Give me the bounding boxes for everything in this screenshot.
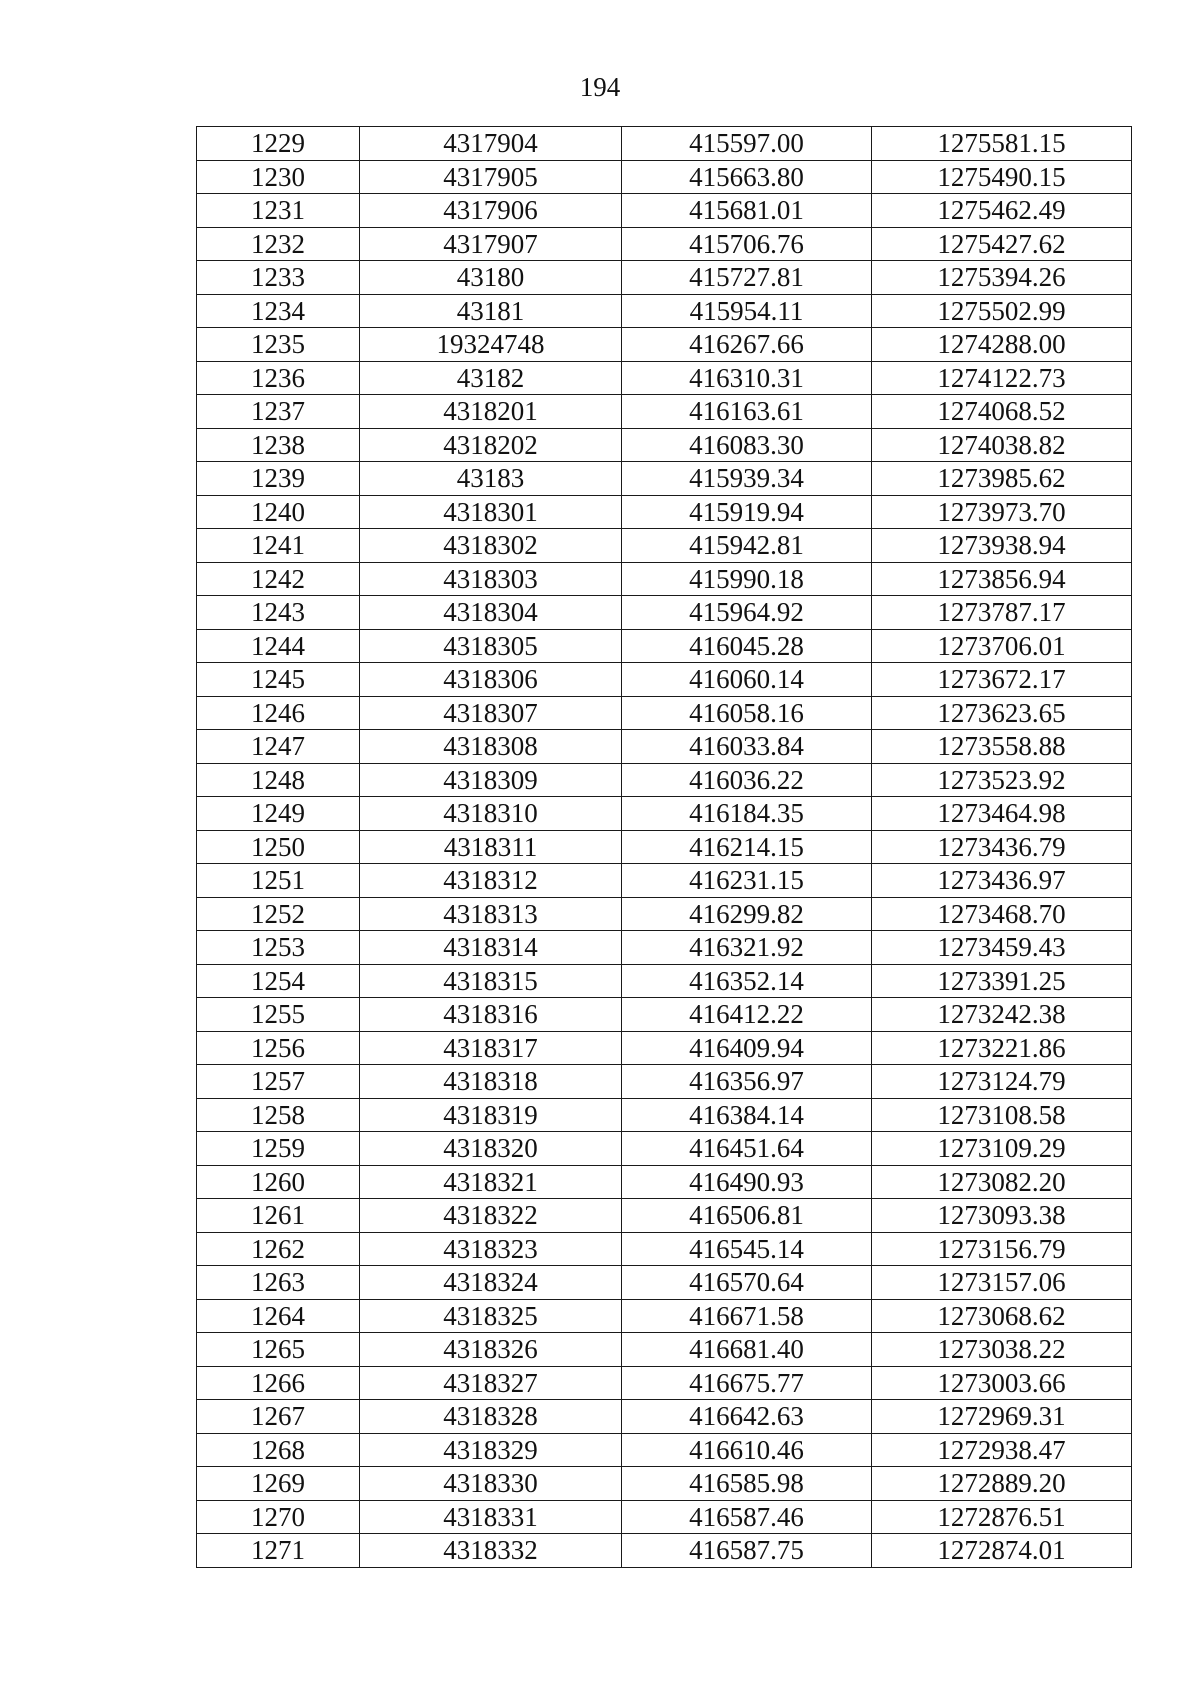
point-id-cell: 4318309	[360, 763, 622, 797]
x-coordinate-cell: 415727.81	[622, 261, 872, 295]
table-row	[197, 730, 1132, 764]
table-row	[197, 1031, 1132, 1065]
x-coordinate-cell: 415954.11	[622, 294, 872, 328]
y-coordinate-cell: 1272969.31	[872, 1400, 1132, 1434]
y-coordinate-cell: 1273985.62	[872, 462, 1132, 496]
point-number-cell: 1257	[197, 1065, 360, 1099]
y-coordinate-cell: 1273124.79	[872, 1065, 1132, 1099]
point-number-cell: 1247	[197, 730, 360, 764]
y-coordinate-cell: 1273436.97	[872, 864, 1132, 898]
table-row	[197, 830, 1132, 864]
y-coordinate-cell: 1273082.20	[872, 1165, 1132, 1199]
x-coordinate-cell: 416310.31	[622, 361, 872, 395]
table-row	[197, 562, 1132, 596]
point-number-cell: 1266	[197, 1366, 360, 1400]
table-row	[197, 763, 1132, 797]
y-coordinate-cell: 1273938.94	[872, 529, 1132, 563]
point-id-cell: 4318311	[360, 830, 622, 864]
x-coordinate-cell: 416033.84	[622, 730, 872, 764]
table-row	[197, 361, 1132, 395]
coordinates-table-body	[197, 127, 1132, 1568]
table-row	[197, 1400, 1132, 1434]
table-row	[197, 696, 1132, 730]
table-row	[197, 428, 1132, 462]
point-id-cell: 4318325	[360, 1299, 622, 1333]
y-coordinate-cell: 1273436.79	[872, 830, 1132, 864]
point-id-cell: 4318330	[360, 1467, 622, 1501]
x-coordinate-cell: 416321.92	[622, 931, 872, 965]
table-row	[197, 864, 1132, 898]
x-coordinate-cell: 416267.66	[622, 328, 872, 362]
y-coordinate-cell: 1273672.17	[872, 663, 1132, 697]
point-number-cell: 1253	[197, 931, 360, 965]
point-number-cell: 1244	[197, 629, 360, 663]
y-coordinate-cell: 1273787.17	[872, 596, 1132, 630]
y-coordinate-cell: 1273464.98	[872, 797, 1132, 831]
y-coordinate-cell: 1273109.29	[872, 1132, 1132, 1166]
table-row	[197, 1232, 1132, 1266]
point-number-cell: 1258	[197, 1098, 360, 1132]
y-coordinate-cell: 1274122.73	[872, 361, 1132, 395]
point-id-cell: 4317905	[360, 160, 622, 194]
point-number-cell: 1237	[197, 395, 360, 429]
x-coordinate-cell: 416681.40	[622, 1333, 872, 1367]
point-id-cell: 4318318	[360, 1065, 622, 1099]
point-number-cell: 1240	[197, 495, 360, 529]
point-id-cell: 4318328	[360, 1400, 622, 1434]
x-coordinate-cell: 416299.82	[622, 897, 872, 931]
x-coordinate-cell: 416058.16	[622, 696, 872, 730]
table-row	[197, 395, 1132, 429]
table-row	[197, 1266, 1132, 1300]
y-coordinate-cell: 1273856.94	[872, 562, 1132, 596]
point-number-cell: 1235	[197, 328, 360, 362]
point-id-cell: 4318321	[360, 1165, 622, 1199]
y-coordinate-cell: 1273108.58	[872, 1098, 1132, 1132]
point-id-cell: 4318306	[360, 663, 622, 697]
point-number-cell: 1270	[197, 1500, 360, 1534]
x-coordinate-cell: 416356.97	[622, 1065, 872, 1099]
x-coordinate-cell: 416587.46	[622, 1500, 872, 1534]
point-number-cell: 1265	[197, 1333, 360, 1367]
point-number-cell: 1230	[197, 160, 360, 194]
point-number-cell: 1243	[197, 596, 360, 630]
table-row	[197, 495, 1132, 529]
coordinates-table	[196, 126, 1132, 1568]
point-id-cell: 4318323	[360, 1232, 622, 1266]
point-id-cell: 4318316	[360, 998, 622, 1032]
point-id-cell: 4318324	[360, 1266, 622, 1300]
table-row	[197, 596, 1132, 630]
x-coordinate-cell: 416352.14	[622, 964, 872, 998]
x-coordinate-cell: 416642.63	[622, 1400, 872, 1434]
y-coordinate-cell: 1273706.01	[872, 629, 1132, 663]
table-row	[197, 1098, 1132, 1132]
table-row	[197, 1299, 1132, 1333]
table-row	[197, 663, 1132, 697]
y-coordinate-cell: 1274288.00	[872, 328, 1132, 362]
point-number-cell: 1261	[197, 1199, 360, 1233]
point-number-cell: 1263	[197, 1266, 360, 1300]
x-coordinate-cell: 416214.15	[622, 830, 872, 864]
point-id-cell: 4318322	[360, 1199, 622, 1233]
table-row	[197, 529, 1132, 563]
x-coordinate-cell: 416184.35	[622, 797, 872, 831]
point-number-cell: 1267	[197, 1400, 360, 1434]
point-number-cell: 1232	[197, 227, 360, 261]
table-row	[197, 964, 1132, 998]
x-coordinate-cell: 415663.80	[622, 160, 872, 194]
x-coordinate-cell: 416231.15	[622, 864, 872, 898]
x-coordinate-cell: 415990.18	[622, 562, 872, 596]
x-coordinate-cell: 416585.98	[622, 1467, 872, 1501]
point-number-cell: 1248	[197, 763, 360, 797]
x-coordinate-cell: 416671.58	[622, 1299, 872, 1333]
point-id-cell: 4318305	[360, 629, 622, 663]
point-id-cell: 4318313	[360, 897, 622, 931]
point-number-cell: 1236	[197, 361, 360, 395]
x-coordinate-cell: 416083.30	[622, 428, 872, 462]
y-coordinate-cell: 1273156.79	[872, 1232, 1132, 1266]
x-coordinate-cell: 416570.64	[622, 1266, 872, 1300]
point-number-cell: 1255	[197, 998, 360, 1032]
y-coordinate-cell: 1275502.99	[872, 294, 1132, 328]
point-id-cell: 43180	[360, 261, 622, 295]
x-coordinate-cell: 416412.22	[622, 998, 872, 1032]
table-row	[197, 1199, 1132, 1233]
table-row	[197, 328, 1132, 362]
point-id-cell: 4318301	[360, 495, 622, 529]
x-coordinate-cell: 416036.22	[622, 763, 872, 797]
point-id-cell: 4318202	[360, 428, 622, 462]
y-coordinate-cell: 1273242.38	[872, 998, 1132, 1032]
point-id-cell: 4318329	[360, 1433, 622, 1467]
table-row	[197, 160, 1132, 194]
table-row	[197, 227, 1132, 261]
x-coordinate-cell: 416545.14	[622, 1232, 872, 1266]
y-coordinate-cell: 1273523.92	[872, 763, 1132, 797]
point-id-cell: 4318320	[360, 1132, 622, 1166]
x-coordinate-cell: 416587.75	[622, 1534, 872, 1568]
x-coordinate-cell: 415681.01	[622, 194, 872, 228]
point-number-cell: 1262	[197, 1232, 360, 1266]
x-coordinate-cell: 415939.34	[622, 462, 872, 496]
y-coordinate-cell: 1275427.62	[872, 227, 1132, 261]
point-id-cell: 4318331	[360, 1500, 622, 1534]
point-number-cell: 1256	[197, 1031, 360, 1065]
point-id-cell: 4318201	[360, 395, 622, 429]
x-coordinate-cell: 416490.93	[622, 1165, 872, 1199]
point-id-cell: 19324748	[360, 328, 622, 362]
point-number-cell: 1249	[197, 797, 360, 831]
y-coordinate-cell: 1273221.86	[872, 1031, 1132, 1065]
table-row	[197, 127, 1132, 161]
x-coordinate-cell: 416163.61	[622, 395, 872, 429]
x-coordinate-cell: 416610.46	[622, 1433, 872, 1467]
point-number-cell: 1269	[197, 1467, 360, 1501]
table-row	[197, 261, 1132, 295]
table-row	[197, 1500, 1132, 1534]
y-coordinate-cell: 1273623.65	[872, 696, 1132, 730]
point-number-cell: 1268	[197, 1433, 360, 1467]
point-id-cell: 4318319	[360, 1098, 622, 1132]
y-coordinate-cell: 1273459.43	[872, 931, 1132, 965]
point-id-cell: 4318307	[360, 696, 622, 730]
point-number-cell: 1246	[197, 696, 360, 730]
point-number-cell: 1233	[197, 261, 360, 295]
table-row	[197, 1333, 1132, 1367]
point-id-cell: 4317906	[360, 194, 622, 228]
point-number-cell: 1242	[197, 562, 360, 596]
table-row	[197, 1132, 1132, 1166]
point-number-cell: 1264	[197, 1299, 360, 1333]
y-coordinate-cell: 1273391.25	[872, 964, 1132, 998]
y-coordinate-cell: 1273558.88	[872, 730, 1132, 764]
table-row	[197, 1467, 1132, 1501]
point-number-cell: 1251	[197, 864, 360, 898]
x-coordinate-cell: 415597.00	[622, 127, 872, 161]
table-row	[197, 462, 1132, 496]
point-id-cell: 4317904	[360, 127, 622, 161]
x-coordinate-cell: 416045.28	[622, 629, 872, 663]
point-id-cell: 4318312	[360, 864, 622, 898]
point-id-cell: 43183	[360, 462, 622, 496]
x-coordinate-cell: 416060.14	[622, 663, 872, 697]
table-row	[197, 1165, 1132, 1199]
table-row	[197, 194, 1132, 228]
x-coordinate-cell: 415706.76	[622, 227, 872, 261]
table-row	[197, 1534, 1132, 1568]
point-id-cell: 4318302	[360, 529, 622, 563]
x-coordinate-cell: 415919.94	[622, 495, 872, 529]
y-coordinate-cell: 1272889.20	[872, 1467, 1132, 1501]
point-id-cell: 4317907	[360, 227, 622, 261]
y-coordinate-cell: 1274068.52	[872, 395, 1132, 429]
x-coordinate-cell: 416409.94	[622, 1031, 872, 1065]
table-row	[197, 931, 1132, 965]
y-coordinate-cell: 1273068.62	[872, 1299, 1132, 1333]
point-number-cell: 1254	[197, 964, 360, 998]
point-number-cell: 1271	[197, 1534, 360, 1568]
x-coordinate-cell: 416675.77	[622, 1366, 872, 1400]
point-id-cell: 4318332	[360, 1534, 622, 1568]
y-coordinate-cell: 1273157.06	[872, 1266, 1132, 1300]
point-number-cell: 1241	[197, 529, 360, 563]
table-row	[197, 1065, 1132, 1099]
point-number-cell: 1238	[197, 428, 360, 462]
y-coordinate-cell: 1274038.82	[872, 428, 1132, 462]
point-id-cell: 43182	[360, 361, 622, 395]
table-row	[197, 1366, 1132, 1400]
point-number-cell: 1231	[197, 194, 360, 228]
point-id-cell: 43181	[360, 294, 622, 328]
x-coordinate-cell: 416451.64	[622, 1132, 872, 1166]
point-id-cell: 4318314	[360, 931, 622, 965]
table-row	[197, 897, 1132, 931]
page-number: 194	[579, 72, 621, 102]
x-coordinate-cell: 415942.81	[622, 529, 872, 563]
y-coordinate-cell: 1273973.70	[872, 495, 1132, 529]
point-number-cell: 1234	[197, 294, 360, 328]
y-coordinate-cell: 1273093.38	[872, 1199, 1132, 1233]
y-coordinate-cell: 1272938.47	[872, 1433, 1132, 1467]
y-coordinate-cell: 1275490.15	[872, 160, 1132, 194]
y-coordinate-cell: 1275394.26	[872, 261, 1132, 295]
point-number-cell: 1260	[197, 1165, 360, 1199]
x-coordinate-cell: 416384.14	[622, 1098, 872, 1132]
table-row	[197, 998, 1132, 1032]
table-row	[197, 797, 1132, 831]
point-number-cell: 1259	[197, 1132, 360, 1166]
x-coordinate-cell: 416506.81	[622, 1199, 872, 1233]
y-coordinate-cell: 1275581.15	[872, 127, 1132, 161]
table-row	[197, 629, 1132, 663]
point-id-cell: 4318308	[360, 730, 622, 764]
y-coordinate-cell: 1272876.51	[872, 1500, 1132, 1534]
table-row	[197, 1433, 1132, 1467]
table-row	[197, 294, 1132, 328]
point-number-cell: 1245	[197, 663, 360, 697]
point-id-cell: 4318317	[360, 1031, 622, 1065]
point-id-cell: 4318327	[360, 1366, 622, 1400]
y-coordinate-cell: 1272874.01	[872, 1534, 1132, 1568]
point-id-cell: 4318315	[360, 964, 622, 998]
point-id-cell: 4318303	[360, 562, 622, 596]
y-coordinate-cell: 1273003.66	[872, 1366, 1132, 1400]
point-number-cell: 1229	[197, 127, 360, 161]
point-id-cell: 4318326	[360, 1333, 622, 1367]
point-id-cell: 4318304	[360, 596, 622, 630]
y-coordinate-cell: 1273038.22	[872, 1333, 1132, 1367]
y-coordinate-cell: 1275462.49	[872, 194, 1132, 228]
point-id-cell: 4318310	[360, 797, 622, 831]
point-number-cell: 1252	[197, 897, 360, 931]
y-coordinate-cell: 1273468.70	[872, 897, 1132, 931]
point-number-cell: 1239	[197, 462, 360, 496]
x-coordinate-cell: 415964.92	[622, 596, 872, 630]
point-number-cell: 1250	[197, 830, 360, 864]
